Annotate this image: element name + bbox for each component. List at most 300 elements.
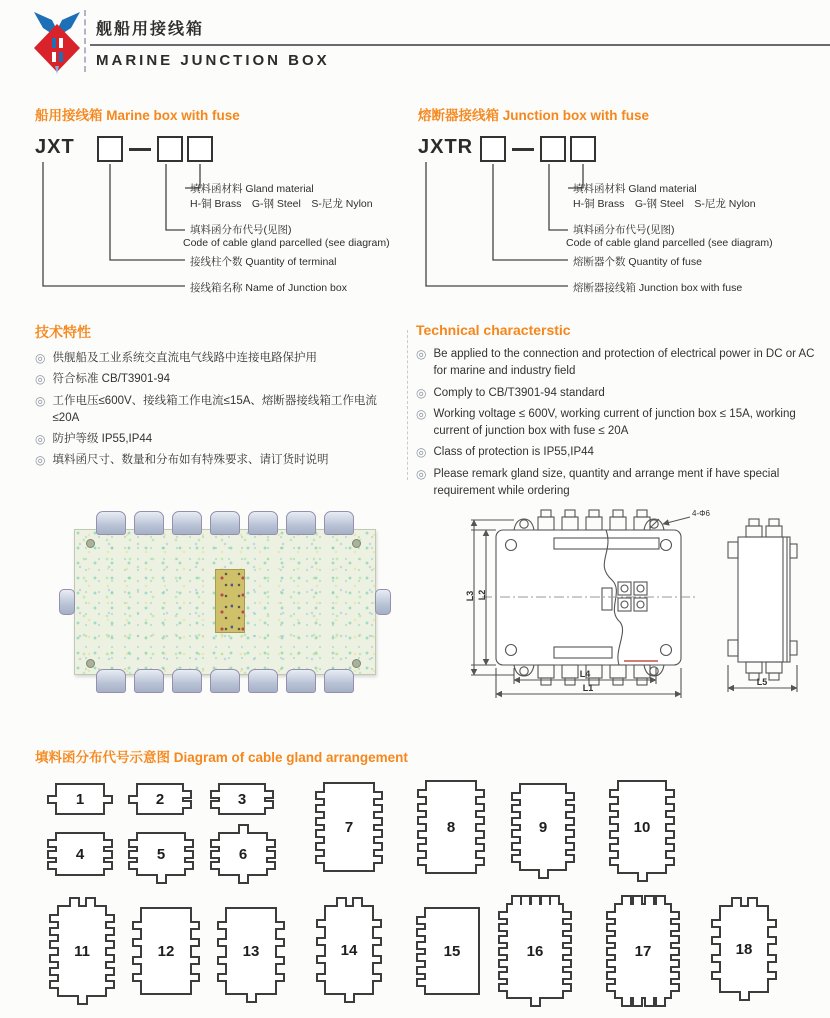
tech-item-text: 工作电压≤600V、接线箱工作电流≤15A、熔断器接线箱工作电流≤20A	[52, 394, 377, 424]
gland-tab	[47, 850, 57, 859]
gland-tab	[670, 923, 680, 932]
gland-box-number: 18	[735, 940, 753, 958]
cable-gland	[210, 511, 240, 535]
gland-tab	[609, 830, 619, 839]
gland-box-10	[617, 780, 667, 874]
gland-tab	[103, 850, 113, 859]
gland-box-number: 10	[633, 818, 651, 836]
cable-gland	[134, 669, 164, 693]
gland-tab	[210, 800, 220, 809]
gland-tab	[210, 861, 220, 870]
tech-item	[416, 466, 816, 501]
gland-tab	[49, 967, 59, 976]
gland-tab	[565, 842, 575, 851]
tech-item-text: Please remark gland size, quantity and arrange ment if have special requirement while ordering	[433, 467, 780, 497]
bullet-icon: ◎	[416, 406, 427, 421]
gland-tab	[373, 817, 383, 826]
gland-tab	[315, 804, 325, 813]
gland-tab	[475, 830, 485, 839]
cable-gland	[172, 669, 202, 693]
gland-tab	[609, 843, 619, 852]
company-logo	[28, 8, 86, 76]
gland-box-number: 11	[74, 942, 90, 960]
gland-tab	[562, 971, 572, 980]
gland-tab	[372, 973, 382, 982]
gland-tab	[644, 997, 655, 1007]
gland-tab	[372, 937, 382, 946]
gland-tab	[670, 959, 680, 968]
gland-tab	[538, 869, 549, 879]
tech-section-cn	[35, 322, 400, 474]
gland-box-number: 15	[443, 942, 461, 960]
gland-box-number: 3	[237, 790, 247, 808]
gland-tab	[416, 978, 426, 987]
page-title-cn: 舰船用接线箱	[96, 21, 205, 38]
gland-tab	[606, 935, 616, 944]
gland-tab	[264, 800, 274, 809]
gland-tab	[747, 897, 758, 907]
tech-item-text: Comply to CB/T3901-94 standard	[433, 386, 605, 399]
gland-tab	[621, 997, 632, 1007]
gland-tab	[373, 842, 383, 851]
gland-box-number: 4	[75, 845, 85, 863]
gland-tab	[417, 789, 427, 798]
gland-tab	[606, 971, 616, 980]
gland-box-4	[55, 832, 105, 876]
gland-box-17	[614, 903, 672, 999]
gland-tab	[565, 854, 575, 863]
gland-tab	[739, 991, 750, 1001]
gland-box-3	[218, 783, 266, 815]
gland-tab	[475, 816, 485, 825]
tech-title-en: Technical characterstic	[416, 322, 571, 338]
gland-tab	[417, 857, 427, 866]
dim-label-l5: L5	[756, 677, 768, 687]
tech-title-cn: 技术特性	[35, 324, 91, 340]
gland-tab	[511, 854, 521, 863]
tech-item-text: 防护等级 IP55,IP44	[52, 433, 153, 445]
gland-tab	[767, 919, 777, 928]
gland-box-number: 5	[156, 845, 166, 863]
cable-gland	[96, 669, 126, 693]
gland-tab	[238, 874, 249, 884]
label-material-codes: H-铜 Brass G-钢 Steel S-尼龙 Nylon	[190, 198, 373, 210]
gland-box-18	[719, 905, 769, 993]
gland-tab	[606, 923, 616, 932]
tech-item	[416, 346, 816, 381]
gland-tab	[156, 874, 167, 884]
gland-box-number: 1	[75, 790, 85, 808]
gland-tab	[373, 829, 383, 838]
gland-tab	[69, 897, 80, 907]
gland-tab	[103, 839, 113, 848]
gland-tab	[275, 938, 285, 947]
gland-tab	[190, 973, 200, 982]
gland-box-number: 14	[340, 941, 358, 959]
gland-tab	[315, 842, 325, 851]
model-code: JXT	[35, 136, 75, 158]
gland-tab	[665, 789, 675, 798]
gland-tab	[655, 895, 666, 905]
gland-tab	[498, 959, 508, 968]
gland-tab	[606, 959, 616, 968]
tech-item	[35, 393, 400, 428]
bullet-icon: ◎	[35, 453, 46, 468]
tech-item-text: 填料函尺寸、数量和分布如有特殊要求、请订货时说明	[52, 454, 329, 467]
gland-box-number: 7	[344, 818, 354, 836]
gland-box-number: 2	[155, 790, 165, 808]
tech-item-text: 符合标准 CB/T3901-94	[52, 373, 171, 386]
header-rule	[90, 44, 830, 46]
tech-item	[35, 350, 400, 367]
gland-tab	[562, 947, 572, 956]
gland-box-5	[136, 832, 186, 876]
label-fuse-box-name: 熔断器接线箱 Junction box with fuse	[573, 282, 743, 294]
tech-item-text: Class of protection is IP55,IP44	[433, 446, 594, 459]
gland-tab	[217, 973, 227, 982]
gland-tab	[316, 919, 326, 928]
gland-tab	[238, 824, 249, 834]
gland-tab	[352, 897, 363, 907]
gland-tab	[266, 861, 276, 870]
tech-item	[35, 452, 400, 469]
cable-gland	[324, 511, 354, 535]
cable-gland	[210, 669, 240, 693]
gland-tab	[184, 839, 194, 848]
gland-tab	[128, 850, 138, 859]
gland-tab	[132, 921, 142, 930]
gland-box-number: 12	[157, 942, 175, 960]
gland-tab	[417, 803, 427, 812]
gland-tab	[606, 947, 616, 956]
gland-tab	[190, 938, 200, 947]
gland-tab	[275, 973, 285, 982]
bullet-icon: ◎	[35, 393, 46, 408]
label-gland-code-en: Code of cable gland parcelled (see diagram)	[566, 237, 773, 249]
gland-tab	[210, 790, 220, 799]
gland-box-2	[136, 783, 184, 815]
gland-tab	[184, 850, 194, 859]
cable-gland	[248, 669, 278, 693]
gland-box-number: 9	[538, 818, 548, 836]
gland-tab	[315, 829, 325, 838]
gland-tab	[562, 935, 572, 944]
cable-gland	[59, 589, 75, 615]
gland-tab	[417, 843, 427, 852]
gland-box-number: 6	[238, 845, 248, 863]
gland-tab	[609, 816, 619, 825]
gland-tab	[565, 829, 575, 838]
gland-tab	[416, 928, 426, 937]
tech-item-text: 供舰船及工业系统交直流电气线路中连接电路保护用	[52, 352, 317, 364]
label-gland-material: 填料函材料 Gland material	[573, 183, 697, 195]
gland-tab	[511, 895, 522, 905]
gland-tab	[105, 927, 115, 936]
gland-tab	[105, 954, 115, 963]
gland-tab	[562, 911, 572, 920]
tech-item	[416, 406, 816, 441]
gland-box-16	[506, 903, 564, 999]
gland-tab	[49, 927, 59, 936]
tech-item	[416, 444, 816, 461]
gland-tab	[475, 789, 485, 798]
label-gland-code-cn: 填料函分布代号(见图)	[190, 224, 292, 236]
label-material-codes: H-铜 Brass G-钢 Steel S-尼龙 Nylon	[573, 198, 756, 210]
gland-tab	[711, 919, 721, 928]
gland-tab	[316, 937, 326, 946]
gland-tab	[128, 861, 138, 870]
gland-tab	[711, 971, 721, 980]
gland-tab	[315, 791, 325, 800]
tech-item	[35, 431, 400, 448]
gland-tab	[103, 861, 113, 870]
gland-tab	[767, 954, 777, 963]
gland-tab	[190, 956, 200, 965]
tech-section-en	[416, 322, 816, 504]
gland-tab	[498, 923, 508, 932]
gland-box-6	[218, 832, 268, 876]
gland-tab	[47, 795, 57, 804]
label-name: 接线箱名称 Name of Junction box	[190, 282, 347, 294]
bullet-icon: ◎	[35, 351, 46, 365]
gland-tab	[655, 997, 666, 1007]
gland-tab	[565, 817, 575, 826]
tech-item-text: Working voltage ≤ 600V, working current of junction box ≤ 15A, working current of junction box with fuse ≤ 20A	[433, 407, 796, 437]
gland-tab	[711, 954, 721, 963]
gland-tab	[417, 816, 427, 825]
tech-list-en	[416, 346, 816, 500]
tech-item	[35, 371, 400, 388]
gland-tab	[373, 855, 383, 864]
product-nameplate	[215, 569, 245, 633]
gland-tab	[606, 911, 616, 920]
gland-tab	[105, 980, 115, 989]
gland-tab	[670, 947, 680, 956]
corner-screw	[352, 539, 361, 548]
gland-tab	[565, 792, 575, 801]
gland-tab	[498, 947, 508, 956]
gland-tab	[373, 804, 383, 813]
gland-box-8	[425, 780, 477, 874]
cable-gland	[375, 589, 391, 615]
gland-tab	[128, 795, 138, 804]
gland-box-1	[55, 783, 105, 815]
bullet-icon: ◎	[416, 466, 427, 481]
gland-tab	[77, 995, 88, 1005]
section-title: 船用接线箱 Marine box with fuse	[35, 108, 240, 123]
gland-tab	[372, 955, 382, 964]
gland-tab	[85, 897, 96, 907]
gland-tab	[530, 895, 541, 905]
gland-box-7	[323, 782, 375, 872]
gland-box-13	[225, 907, 277, 995]
label-gland-code-en: Code of cable gland parcelled (see diagram)	[183, 237, 390, 249]
cable-gland	[96, 511, 126, 535]
gland-tab	[132, 973, 142, 982]
gland-tab	[105, 940, 115, 949]
gland-box-number: 16	[526, 942, 544, 960]
dim-label-l4: L4	[579, 669, 591, 679]
label-gland-material: 填料函材料 Gland material	[190, 183, 314, 195]
hole-note: 4-Φ6	[692, 509, 710, 518]
gland-tab	[498, 971, 508, 980]
gland-box-12	[140, 907, 192, 995]
gland-tab	[767, 971, 777, 980]
gland-tab	[520, 895, 531, 905]
gland-tab	[47, 839, 57, 848]
gland-tab	[565, 804, 575, 813]
dim-label-l3: L3	[466, 590, 475, 602]
gland-tab	[47, 861, 57, 870]
designation-marine-box	[35, 104, 430, 304]
gland-tab	[670, 971, 680, 980]
gland-tab	[373, 791, 383, 800]
gland-tab	[511, 829, 521, 838]
gland-tab	[275, 921, 285, 930]
header-divider	[84, 10, 86, 72]
gland-tab	[416, 941, 426, 950]
gland-tab	[184, 861, 194, 870]
dim-label-l2: L2	[477, 589, 487, 601]
gland-tab	[665, 857, 675, 866]
bullet-icon: ◎	[416, 445, 427, 460]
gland-tab	[416, 916, 426, 925]
gland-tab	[549, 895, 560, 905]
gland-tab	[767, 936, 777, 945]
gland-tab	[498, 983, 508, 992]
gland-tab	[637, 872, 648, 882]
gland-tab	[632, 997, 643, 1007]
gland-tab	[511, 792, 521, 801]
gland-tab	[416, 966, 426, 975]
gland-tab	[670, 983, 680, 992]
gland-tab	[665, 816, 675, 825]
page-title-en: MARINE JUNCTION BOX	[96, 52, 330, 69]
gland-tab	[190, 921, 200, 930]
gland-tab	[49, 980, 59, 989]
gland-tab	[511, 842, 521, 851]
gland-tab	[417, 830, 427, 839]
gland-tab	[264, 790, 274, 799]
gland-box-14	[324, 905, 374, 995]
bullet-icon: ◎	[416, 385, 427, 400]
tech-item-text: Be applied to the connection and protection of electrical power in DC or AC for marine and industry field	[433, 348, 815, 378]
label-gland-code-cn: 填料函分布代号(见图)	[573, 224, 675, 236]
gland-tab	[540, 895, 551, 905]
cable-gland	[134, 511, 164, 535]
product-photo	[60, 505, 392, 701]
gland-tab	[562, 983, 572, 992]
gland-tab	[609, 857, 619, 866]
gland-tab	[606, 983, 616, 992]
gland-tab	[316, 973, 326, 982]
gland-tab	[731, 897, 742, 907]
gland-tab	[416, 953, 426, 962]
gland-tab	[632, 895, 643, 905]
gland-tab	[562, 923, 572, 932]
gland-tab	[665, 843, 675, 852]
gland-tab	[511, 804, 521, 813]
gland-tab	[128, 839, 138, 848]
gland-tab	[498, 911, 508, 920]
gland-tab	[182, 800, 192, 809]
model-code: JXTR	[418, 136, 474, 158]
bullet-icon: ◎	[35, 372, 46, 387]
gland-tab	[315, 817, 325, 826]
gland-box-15	[424, 907, 480, 995]
cable-gland	[248, 511, 278, 535]
cable-gland	[286, 511, 316, 535]
tech-column-divider	[407, 330, 408, 480]
gland-tab	[210, 850, 220, 859]
gland-tab	[275, 956, 285, 965]
gland-tab	[182, 790, 192, 799]
gland-tab	[217, 921, 227, 930]
gland-tab	[315, 855, 325, 864]
section-title: 熔断器接线箱 Junction box with fuse	[418, 108, 650, 123]
bullet-icon: ◎	[416, 347, 427, 361]
gland-tab	[49, 954, 59, 963]
label-quantity: 接线柱个数 Quantity of terminal	[190, 256, 337, 268]
gland-tab	[210, 839, 220, 848]
gland-tab	[49, 940, 59, 949]
gland-tab	[609, 789, 619, 798]
gland-tab	[266, 850, 276, 859]
dim-label-l1: L1	[582, 683, 594, 693]
gland-tab	[665, 803, 675, 812]
cable-gland	[324, 669, 354, 693]
corner-screw	[352, 659, 361, 668]
gland-tab	[609, 803, 619, 812]
gland-tab	[665, 830, 675, 839]
gland-tab	[336, 897, 347, 907]
gland-tab	[475, 803, 485, 812]
gland-tab	[511, 817, 521, 826]
gland-tab	[105, 967, 115, 976]
gland-tab	[530, 997, 541, 1007]
gland-box-9	[519, 783, 567, 871]
gland-tab	[475, 843, 485, 852]
cable-gland	[172, 511, 202, 535]
gland-tab	[621, 895, 632, 905]
corner-screw	[86, 659, 95, 668]
dimension-drawing	[466, 502, 828, 702]
label-fuse-quantity: 熔断器个数 Quantity of fuse	[573, 256, 702, 268]
bullet-icon: ◎	[35, 432, 46, 446]
gland-tab	[316, 955, 326, 964]
corner-screw	[86, 539, 95, 548]
gland-tab	[105, 914, 115, 923]
cable-gland	[286, 669, 316, 693]
gland-tab	[562, 959, 572, 968]
gland-tab	[49, 914, 59, 923]
gland-tab	[475, 857, 485, 866]
tech-list-cn	[35, 350, 400, 470]
gland-tab	[670, 935, 680, 944]
gland-box-number: 17	[634, 942, 652, 960]
gland-tab	[670, 911, 680, 920]
gland-box-number: 8	[446, 818, 456, 836]
gland-box-11	[57, 905, 107, 997]
gland-box-number: 13	[242, 942, 260, 960]
gland-tab	[132, 938, 142, 947]
gland-tab	[711, 936, 721, 945]
designation-fuse-box	[418, 104, 813, 304]
gland-tab	[217, 956, 227, 965]
gland-tab	[266, 839, 276, 848]
gland-section-title: 填料函分布代号示意图 Diagram of cable gland arrangement	[35, 750, 408, 766]
gland-tab	[644, 895, 655, 905]
